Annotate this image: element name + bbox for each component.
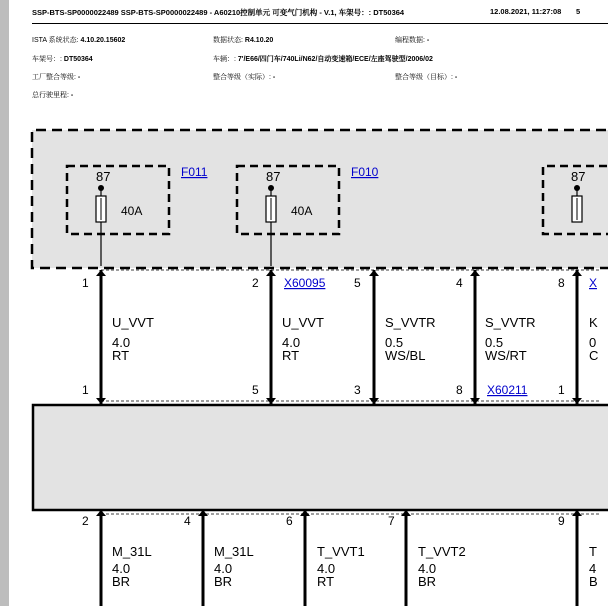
pin-number: 1 <box>82 383 89 397</box>
wire-size: 0 <box>589 335 597 350</box>
fuse-pin: 87 <box>571 169 586 184</box>
wire-size: 4.0 <box>112 335 131 350</box>
connector-link-x60095[interactable]: X60095 <box>284 276 326 290</box>
wire-size: 0.5 <box>485 335 504 350</box>
wire-signal: T_VVT2 <box>418 544 466 559</box>
wire-size: 0.5 <box>385 335 404 350</box>
pin-number: 2 <box>252 276 259 290</box>
wire-signal: T_VVT1 <box>317 544 365 559</box>
pin-number: 1 <box>558 383 565 397</box>
factory-level: 工厂整合等级: - <box>32 74 81 81</box>
pin-number: 6 <box>286 514 293 528</box>
mileage: 总行驶里程: - <box>32 92 74 99</box>
wire-color: BR <box>418 574 437 589</box>
pin-number: 2 <box>82 514 89 528</box>
wire-size: 4.0 <box>418 561 437 576</box>
pin-number: 5 <box>252 383 259 397</box>
vehicle: 车辆：: 7'/E66/四门车/740Li/N62/自动变速箱/ECE/左座驾驶型/2006/02 <box>213 56 433 63</box>
wire-color: RT <box>317 574 335 589</box>
wire-color: WS/BL <box>385 348 426 363</box>
document-title: SSP-BTS-SP0000022489 SSP-BTS-SP0000022489 - A60210控制单元 可变气门机构 - V.1, 车架号：: DT50364 <box>32 8 405 17</box>
wire-signal: M_31L <box>214 544 254 559</box>
upper-pin-numbers-top <box>82 276 597 290</box>
ista-status: ISTA 系统状态: 4.10.20.15602 <box>32 37 126 44</box>
wire-signal: T <box>589 544 597 559</box>
wire-signal: U_VVT <box>282 315 324 330</box>
upper-wire-labels <box>112 315 598 363</box>
wire-signal: K <box>589 315 598 330</box>
control-module-a60210[interactable] <box>33 405 608 510</box>
fuse-rating: 40A <box>121 204 143 218</box>
pin-number: 9 <box>558 514 565 528</box>
fuse-link-f010[interactable]: F010 <box>351 165 379 179</box>
connector-link-x60211[interactable]: X60211 <box>487 383 528 397</box>
wire-color: BR <box>214 574 233 589</box>
programming-data: 编程数据: - <box>395 37 430 44</box>
wire-size: 4.0 <box>282 335 301 350</box>
data-status: 数据状态: R4.10.20 <box>213 37 274 44</box>
fuse-rating: 40A <box>291 204 313 218</box>
actual-level: 整合等级（实际）: - <box>213 74 276 81</box>
pin-number: 7 <box>388 514 395 528</box>
wire-signal: S_VVTR <box>485 315 536 330</box>
page-number: 5 <box>576 7 581 16</box>
wire-signal: U_VVT <box>112 315 154 330</box>
wire-color: WS/RT <box>485 348 527 363</box>
pin-number: 4 <box>184 514 191 528</box>
fuse-pin: 87 <box>266 169 281 184</box>
lower-wire-labels <box>112 544 598 589</box>
pin-number: 8 <box>558 276 565 290</box>
lower-pin-numbers <box>82 514 565 528</box>
connector-link-cut[interactable]: X <box>589 276 598 290</box>
fuse-link-f011[interactable]: F011 <box>181 165 208 179</box>
fuse-box-fill <box>32 130 608 268</box>
wire-size: 4.0 <box>214 561 233 576</box>
pin-number: 3 <box>354 383 361 397</box>
wire-color: RT <box>112 348 130 363</box>
wire-color: B <box>589 574 598 589</box>
fuse-pin: 87 <box>96 169 111 184</box>
wire-signal: M_31L <box>112 544 152 559</box>
wire-color: BR <box>112 574 131 589</box>
pin-number: 1 <box>82 276 89 290</box>
upper-pin-numbers-bottom <box>82 383 565 397</box>
wire-size: 4.0 <box>317 561 336 576</box>
pin-number: 5 <box>354 276 361 290</box>
wire-color: C <box>589 348 599 363</box>
vin: 车架号：: DT50364 <box>32 56 93 63</box>
wire-size: 4 <box>589 561 597 576</box>
wire-size: 4.0 <box>112 561 131 576</box>
timestamp: 12.08.2021, 11:27:08 <box>490 7 562 16</box>
wire-color: RT <box>282 348 300 363</box>
target-level: 整合等级（目标）: - <box>395 74 458 81</box>
wire-signal: S_VVTR <box>385 315 436 330</box>
pin-number: 8 <box>456 383 463 397</box>
pin-number: 4 <box>456 276 463 290</box>
